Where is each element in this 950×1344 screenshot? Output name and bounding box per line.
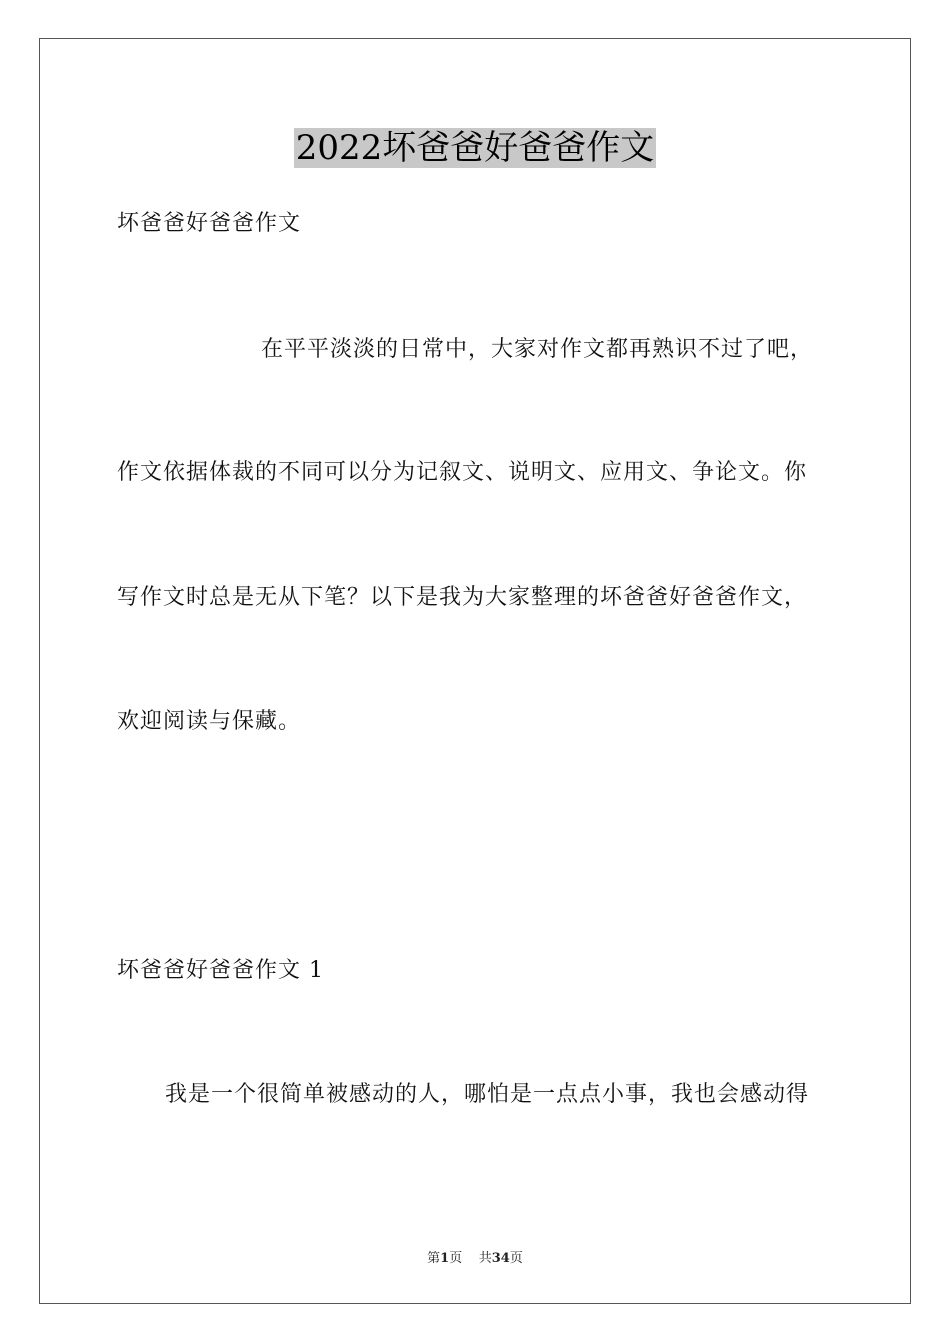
page-number: 1 <box>440 1251 450 1266</box>
document-title: 2022坏爸爸好爸爸作文 <box>295 128 655 168</box>
total-prefix: 共 <box>478 1251 492 1266</box>
page-suffix: 页 <box>449 1251 463 1266</box>
document-subtitle: 坏爸爸好爸爸作文 <box>117 211 302 236</box>
section-heading: 坏爸爸好爸爸作文 1 <box>117 958 324 983</box>
intro-line-4: 欢迎阅读与保藏。 <box>117 709 302 734</box>
total-suffix: 页 <box>509 1251 523 1266</box>
page-prefix: 第 <box>427 1251 441 1266</box>
section-paragraph-line-1: 我是一个很简单被感动的人，哪怕是一点点小事，我也会感动得 <box>165 1082 810 1107</box>
intro-line-3: 写作文时总是无从下笔？以下是我为大家整理的坏爸爸好爸爸作文， <box>117 585 808 610</box>
total-pages: 34 <box>491 1251 510 1266</box>
intro-line-2: 作文依据体裁的不同可以分为记叙文、说明文、应用文、争论文。你 <box>117 460 808 485</box>
title-container <box>0 128 950 168</box>
page-footer <box>0 1247 950 1266</box>
intro-line-1: 在平平淡淡的日常中，大家对作文都再熟识不过了吧， <box>261 337 814 362</box>
